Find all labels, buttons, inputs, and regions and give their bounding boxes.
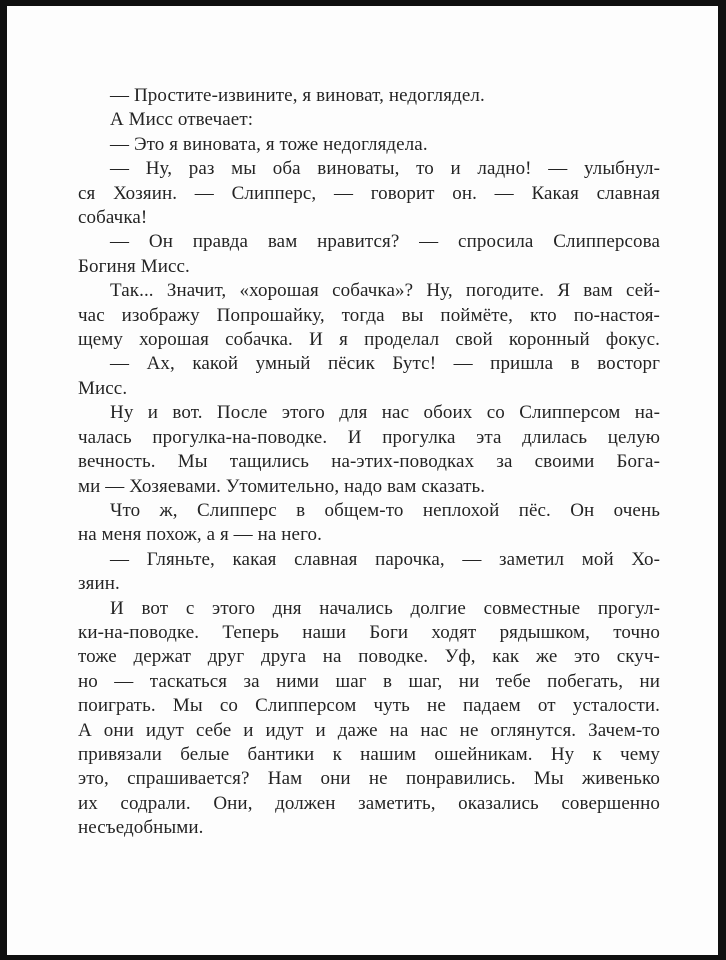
paragraph [78,157,660,230]
page-text [78,84,660,841]
text-line: Что ж, Слипперс в общем-то неплохой пёс. Он очень [110,499,660,521]
text-line: Ну и вот. После этого для нас обоих со Слипперсом на- [110,402,660,424]
text-line: Богиня Мисс. [78,255,190,277]
text-line: час изображу Попрошайку, тогда вы поймёте, кто по-настоя- [78,304,660,326]
paragraph [78,84,660,108]
text-line: привязали белые бантики к нашим ошейникам. Ну к чему [78,743,660,765]
text-line: А они идут себе и идут и даже на нас не оглянутся. Зачем-то [78,719,660,741]
text-line: ми — Хозяевами. Утомительно, надо вам сказать. [78,475,486,497]
paragraph [78,597,660,841]
text-line: поиграть. Мы со Слипперсом чуть не падаем от усталости. [78,695,660,717]
text-line: чалась прогулка-на-поводке. И прогулка эта длилась целую [78,426,660,448]
paragraph [78,230,660,279]
text-line: несъедобными. [78,817,204,839]
text-line: — Это я виновата, я тоже недоглядела. [110,133,428,155]
paragraph [78,401,660,499]
text-line: — Он правда вам нравится? — спросила Слипперсова [110,231,660,253]
text-line: И вот с этого дня начались долгие совместные прогул- [110,597,660,619]
paragraph [78,548,660,597]
text-line: — Простите-извините, я виноват, недоглядел. [110,85,485,106]
text-line: тоже держат друг друга на поводке. Уф, как же это скуч- [78,646,660,668]
text-line: их содрали. Они, должен заметить, оказались совершенно [78,792,660,814]
text-line: на меня похож, а я — на него. [78,524,322,546]
text-line: щему хорошая собачка. И я проделал свой коронный фокус. [78,329,660,351]
text-line: ся Хозяин. — Слипперс, — говорит он. — Какая славная [78,182,660,204]
paragraph [78,108,660,132]
text-line: но — таскаться за ними шаг в шаг, ни тебе побегать, ни [78,670,660,692]
text-line: — Гляньте, какая славная парочка, — заметил мой Хо- [110,548,660,570]
text-line: зяин. [78,573,120,595]
text-line: — Ну, раз мы оба виноваты, то и ладно! — улыбнул- [110,158,660,180]
paragraph [78,133,660,157]
book-page [7,6,718,955]
paragraph [78,499,660,548]
text-line: А Мисс отвечает: [110,109,254,131]
paragraph [78,279,660,352]
paragraph [78,352,660,401]
text-line: Мисс. [78,377,128,399]
text-line: — Ах, какой умный пёсик Бутс! — пришла в восторг [110,353,660,375]
text-line: это, спрашивается? Нам они не понравились. Мы живенько [78,768,660,790]
text-line: вечность. Мы тащились на-этих-поводках за своими Бога- [78,451,660,473]
text-line: ки-на-поводке. Теперь наши Боги ходят рядышком, точно [78,621,660,643]
text-line: собачка! [78,207,148,229]
text-line: Так... Значит, «хорошая собачка»? Ну, погодите. Я вам сей- [110,280,660,302]
